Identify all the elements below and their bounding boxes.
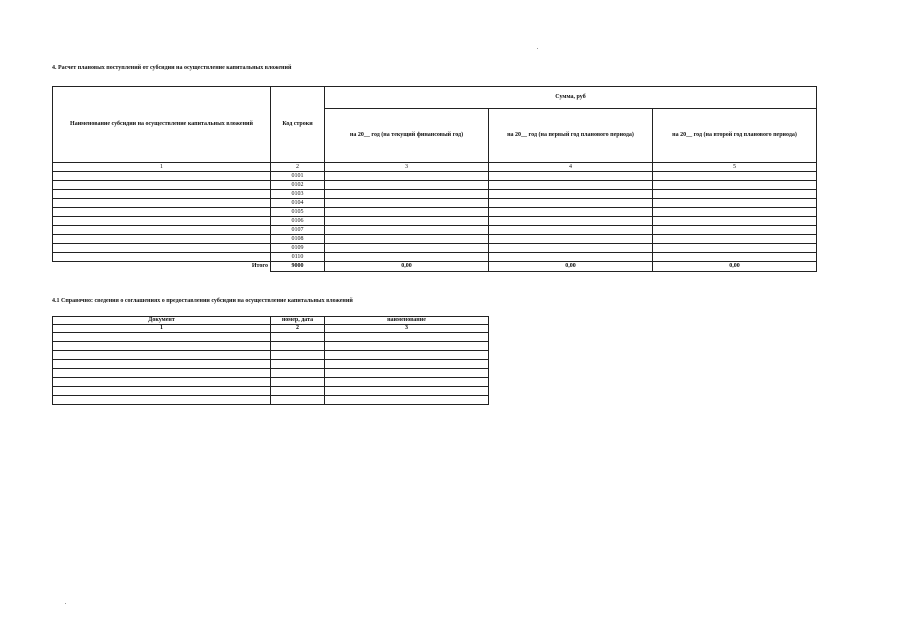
row-code: 0104	[271, 199, 325, 208]
empty-cell	[271, 396, 325, 405]
table-body	[53, 172, 817, 262]
empty-cell	[489, 226, 653, 235]
empty-cell	[489, 208, 653, 217]
empty-cell	[489, 217, 653, 226]
empty-cell	[489, 235, 653, 244]
agreements-table	[52, 316, 489, 405]
empty-cell	[653, 199, 817, 208]
table-row	[53, 217, 817, 226]
empty-cell	[53, 369, 271, 378]
empty-cell	[325, 244, 489, 253]
empty-cell	[53, 244, 271, 253]
row-code: 0108	[271, 235, 325, 244]
empty-cell	[653, 190, 817, 199]
agreements-body	[53, 333, 489, 405]
empty-cell	[325, 181, 489, 190]
empty-cell	[653, 244, 817, 253]
header-row-code: Код строки	[271, 87, 325, 163]
header-year-first-plan: на 20__ год (на первый год планового периода)	[489, 109, 653, 163]
empty-cell	[271, 378, 325, 387]
empty-cell	[271, 342, 325, 351]
total-code: 9000	[271, 262, 325, 272]
row-code: 0103	[271, 190, 325, 199]
empty-cell	[325, 333, 489, 342]
section-4-title: 4. Расчет плановых поступлений от субсидии на осуществление капитальных вложений	[52, 65, 292, 71]
row-code: 0110	[271, 253, 325, 262]
table-row	[53, 244, 817, 253]
empty-cell	[53, 360, 271, 369]
empty-cell	[271, 360, 325, 369]
empty-cell	[653, 226, 817, 235]
section-4-1-title: 4.1 Справочно: сведения о соглашениях о предоставлении субсидии на осуществление капитальных вложений	[52, 298, 353, 304]
empty-cell	[653, 217, 817, 226]
table-row	[53, 369, 489, 378]
empty-cell	[325, 360, 489, 369]
empty-cell	[271, 351, 325, 360]
index-cell: 1	[53, 163, 271, 172]
index-cell: 4	[489, 163, 653, 172]
row-code: 0105	[271, 208, 325, 217]
total-value: 0,00	[653, 262, 817, 272]
empty-cell	[53, 181, 271, 190]
table-row	[53, 396, 489, 405]
empty-cell	[325, 253, 489, 262]
empty-cell	[325, 199, 489, 208]
table-row	[53, 208, 817, 217]
empty-cell	[53, 208, 271, 217]
table-row	[53, 226, 817, 235]
empty-cell	[53, 172, 271, 181]
row-code: 0102	[271, 181, 325, 190]
empty-cell	[653, 208, 817, 217]
empty-cell	[271, 369, 325, 378]
index-cell: 1	[53, 325, 271, 333]
total-value: 0,00	[489, 262, 653, 272]
header-sum: Сумма, руб	[325, 87, 817, 109]
table-row	[53, 360, 489, 369]
header-subsidy-name: Наименование субсидии на осуществление капитальных вложений	[53, 87, 271, 163]
empty-cell	[325, 235, 489, 244]
empty-cell	[271, 387, 325, 396]
empty-cell	[325, 351, 489, 360]
empty-cell	[325, 387, 489, 396]
empty-cell	[53, 199, 271, 208]
planned-receipts-table	[52, 86, 817, 272]
row-code: 0107	[271, 226, 325, 235]
empty-cell	[325, 208, 489, 217]
empty-cell	[53, 217, 271, 226]
empty-cell	[53, 333, 271, 342]
empty-cell	[653, 253, 817, 262]
table-row	[53, 253, 817, 262]
scan-speck	[537, 48, 538, 49]
empty-cell	[325, 217, 489, 226]
empty-cell	[653, 235, 817, 244]
row-code: 0106	[271, 217, 325, 226]
index-cell: 3	[325, 163, 489, 172]
empty-cell	[489, 181, 653, 190]
empty-cell	[653, 181, 817, 190]
index-cell: 2	[271, 163, 325, 172]
empty-cell	[53, 235, 271, 244]
row-code: 0109	[271, 244, 325, 253]
empty-cell	[53, 396, 271, 405]
empty-cell	[53, 253, 271, 262]
table-row	[53, 378, 489, 387]
empty-cell	[53, 351, 271, 360]
total-label: Итого	[53, 262, 271, 272]
empty-cell	[489, 190, 653, 199]
header-year-current: на 20__ год (на текущий финансовый год)	[325, 109, 489, 163]
index-cell: 3	[325, 325, 489, 333]
empty-cell	[653, 172, 817, 181]
empty-cell	[325, 396, 489, 405]
total-value: 0,00	[325, 262, 489, 272]
empty-cell	[489, 253, 653, 262]
empty-cell	[325, 378, 489, 387]
empty-cell	[325, 342, 489, 351]
header-name: наименование	[325, 317, 489, 325]
empty-cell	[325, 190, 489, 199]
empty-cell	[271, 333, 325, 342]
empty-cell	[325, 172, 489, 181]
header-year-second-plan: на 20__ год (на второй год планового периода)	[653, 109, 817, 163]
table-row	[53, 333, 489, 342]
table-row	[53, 235, 817, 244]
empty-cell	[489, 172, 653, 181]
empty-cell	[53, 190, 271, 199]
empty-cell	[53, 378, 271, 387]
scan-speck	[65, 603, 66, 604]
table-row	[53, 172, 817, 181]
empty-cell	[53, 342, 271, 351]
empty-cell	[325, 226, 489, 235]
header-document: Документ	[53, 317, 271, 325]
index-cell: 2	[271, 325, 325, 333]
row-code: 0101	[271, 172, 325, 181]
table-row	[53, 181, 817, 190]
table-row	[53, 351, 489, 360]
total-row	[53, 262, 817, 272]
index-cell: 5	[653, 163, 817, 172]
table-row	[53, 342, 489, 351]
empty-cell	[489, 199, 653, 208]
empty-cell	[53, 387, 271, 396]
header-number-date: номер, дата	[271, 317, 325, 325]
empty-cell	[489, 244, 653, 253]
table-row	[53, 199, 817, 208]
table-row	[53, 387, 489, 396]
table-row	[53, 190, 817, 199]
empty-cell	[325, 369, 489, 378]
empty-cell	[53, 226, 271, 235]
